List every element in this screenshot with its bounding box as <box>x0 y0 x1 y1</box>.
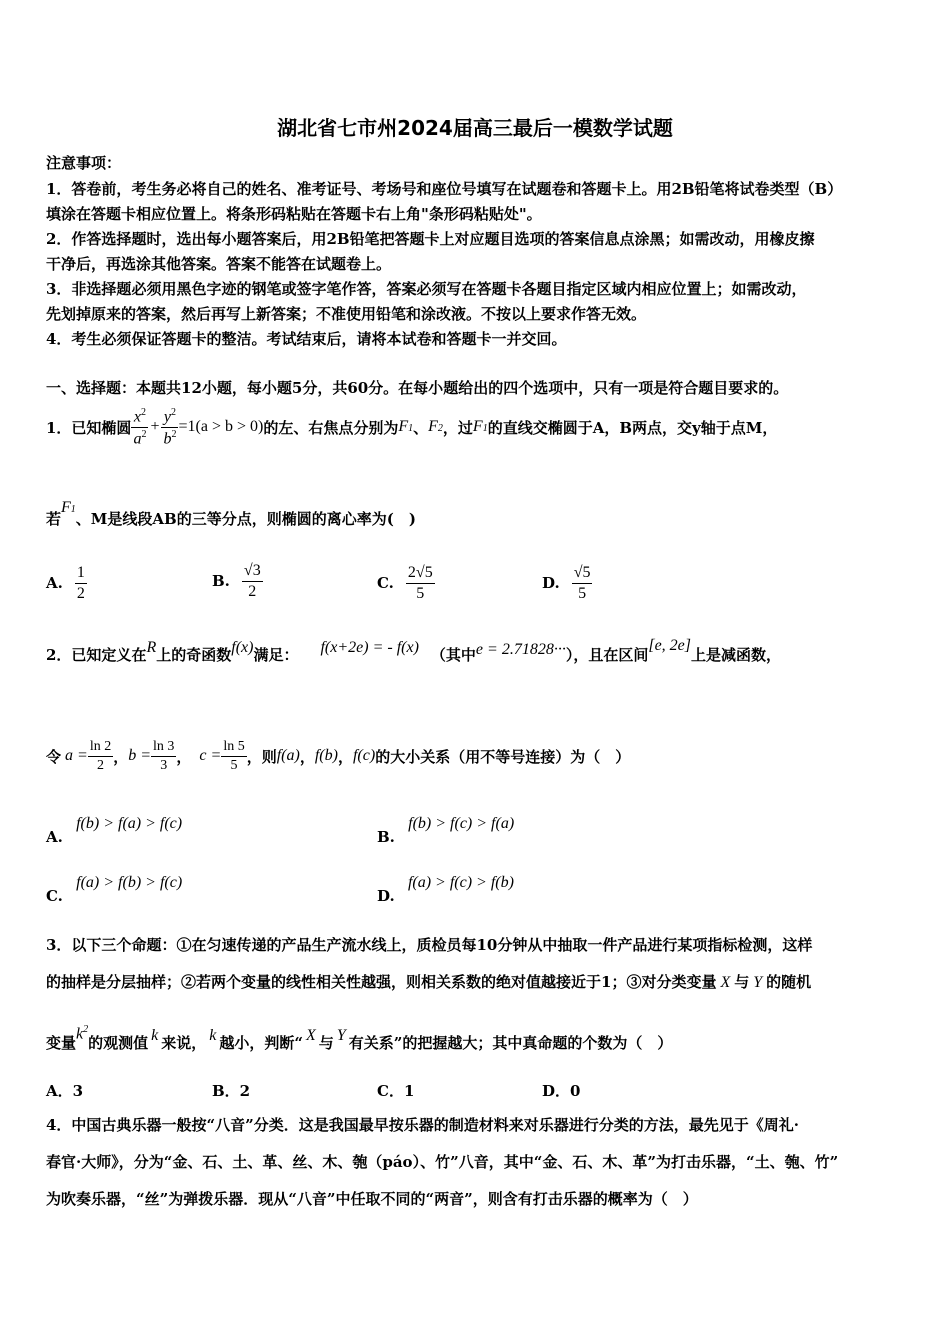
focus-f1: F1 <box>61 499 76 516</box>
notice-line: 填涂在答题卡相应位置上。将条形码粘贴在答题卡右上角"条形码粘贴处"。 <box>46 205 542 223</box>
q1-frac-y: $\frac{y^2}{b^2}$ <box>163 406 177 447</box>
q2-option-c[interactable]: C. f(a) > f(b) > f(c) <box>46 874 183 905</box>
q1-option-b[interactable]: B. $\frac{√3}{2}$ <box>212 562 261 600</box>
notice-line: 2．作答选择题时，选出每小题答案后，用2B铅笔把答题卡上对应题目选项的答案信息点涂黑；如需改动，用橡皮擦 <box>46 230 815 248</box>
q1-option-a[interactable]: A. $\frac{1}{2}$ <box>46 564 85 602</box>
question-1-line1: 1．已知椭圆 $\frac{x^2}{a^2}$ + $\frac{y^2}{b^2}$ =1(a > b > 0) 的左、右焦点分别为 F1 、 F2 ，过 F1 的直线交椭圆于A，B两点，交y轴于点M， <box>46 406 778 447</box>
notice-line: 干净后，再选涂其他答案。答案不能答在试题卷上。 <box>46 255 392 273</box>
q2-option-a[interactable]: A. f(b) > f(a) > f(c) <box>46 815 183 846</box>
set-r: R <box>146 639 157 656</box>
question-3-line3: 变量 $k^2$ 的观测值 k 来说， k 越小，判断“ X 与 Y 有关系”的把握越大；其中真命题的个数为（ ） <box>46 1023 673 1052</box>
notice-heading: 注意事项： <box>46 154 122 172</box>
notice-line: 4．考生必须保证答题卡的整洁。考试结束后，请将本试卷和答题卡一并交回。 <box>46 330 567 348</box>
question-2-line2: 令 a = $\frac{\ln 2}{2}$ ， b = $\frac{\ln 3}{3}$ ， c = $\frac{\ln 5}{5}$ ，则 f(a) ， f(b) ， f(c) 的大小关系（用不等号连接）为（ ） <box>46 739 631 773</box>
e-value: e = 2.71828··· <box>475 641 566 658</box>
interval: [e, 2e] <box>648 637 691 654</box>
q3-option-a[interactable]: A．3 <box>46 1082 84 1100</box>
function-fx: f(x) <box>231 639 254 656</box>
question-3-line2: 的抽样是分层抽样；②若两个变量的线性相关性越强，则相关系数的绝对值越接近于1；③对分类变量 X 与 Y 的随机 <box>46 973 812 991</box>
q3-option-c[interactable]: C．1 <box>377 1082 415 1100</box>
question-1-line2: 若 F1 、M是线段AB的三等分点，则椭圆的离心率为( ) <box>46 499 416 528</box>
focus-f1: F1 <box>472 418 488 435</box>
question-4-line1: 4．中国古典乐器一般按“八音”分类．这是我国最早按乐器的制造材料来对乐器进行分类的方法，最先见于《周礼· <box>46 1116 799 1134</box>
question-4-line2: 春官·大师》，分为“金、石、土、革、丝、木、匏（páo）、竹”八音，其中“金、石、木、革”为打击乐器，“土、匏、竹” <box>46 1153 839 1171</box>
focus-f1: F1 <box>398 418 414 435</box>
focus-f2: F2 <box>428 418 443 435</box>
q2-functional-equation: f(x+2e) = - f(x) <box>320 639 419 656</box>
notice-line: 先划掉原来的答案，然后再写上新答案；不准使用铅笔和涂改液。不按以上要求作答无效。 <box>46 305 647 323</box>
notice-line: 3．非选择题必须用黑色字迹的钢笔或签字笔作答，答案必须写在答题卡各题目指定区域内相应位置上；如需改动， <box>46 280 807 298</box>
q1-frac-x: $\frac{x^2}{a^2}$ <box>133 406 147 447</box>
q1-option-c[interactable]: C. $\frac{2√5}{5}$ <box>377 564 433 602</box>
q2-option-d[interactable]: D. f(a) > f(c) > f(b) <box>377 874 514 905</box>
notice-line: 1．答卷前，考生务必将自己的姓名、准考证号、考场号和座位号填写在试题卷和答题卡上。用2B铅笔将试卷类型（B） <box>46 180 843 198</box>
q3-option-d[interactable]: D．0 <box>542 1082 581 1100</box>
page-title: 湖北省七市州2024届高三最后一模数学试题 <box>277 116 673 140</box>
question-3-line1: 3．以下三个命题：①在匀速传递的产品生产流水线上，质检员每10分钟从中抽取一件产品进行某项指标检测，这样 <box>46 936 813 954</box>
q1-condition: =1(a > b > 0) <box>178 418 264 435</box>
q3-option-b[interactable]: B．2 <box>212 1082 251 1100</box>
q2-option-b[interactable]: B. f(b) > f(c) > f(a) <box>377 815 515 846</box>
q1-option-d[interactable]: D. $\frac{√5}{5}$ <box>542 564 591 602</box>
q1-prefix: 1．已知椭圆 <box>46 418 132 437</box>
question-4-line3: 为吹奏乐器，“丝”为弹拨乐器．现从“八音”中任取不同的“两音”，则含有打击乐器的概率为（ ） <box>46 1190 698 1208</box>
question-2-line1: 2．已知定义在 R 上的奇函数 f(x) 满足： f(x+2e) = - f(x) （其中 e = 2.71828··· ），且在区间 [e, 2e] 上是减函数， <box>46 637 782 664</box>
section-heading: 一、选择题：本题共12小题，每小题5分，共60分。在每小题给出的四个选项中，只有一项是符合题目要求的。 <box>46 379 789 397</box>
